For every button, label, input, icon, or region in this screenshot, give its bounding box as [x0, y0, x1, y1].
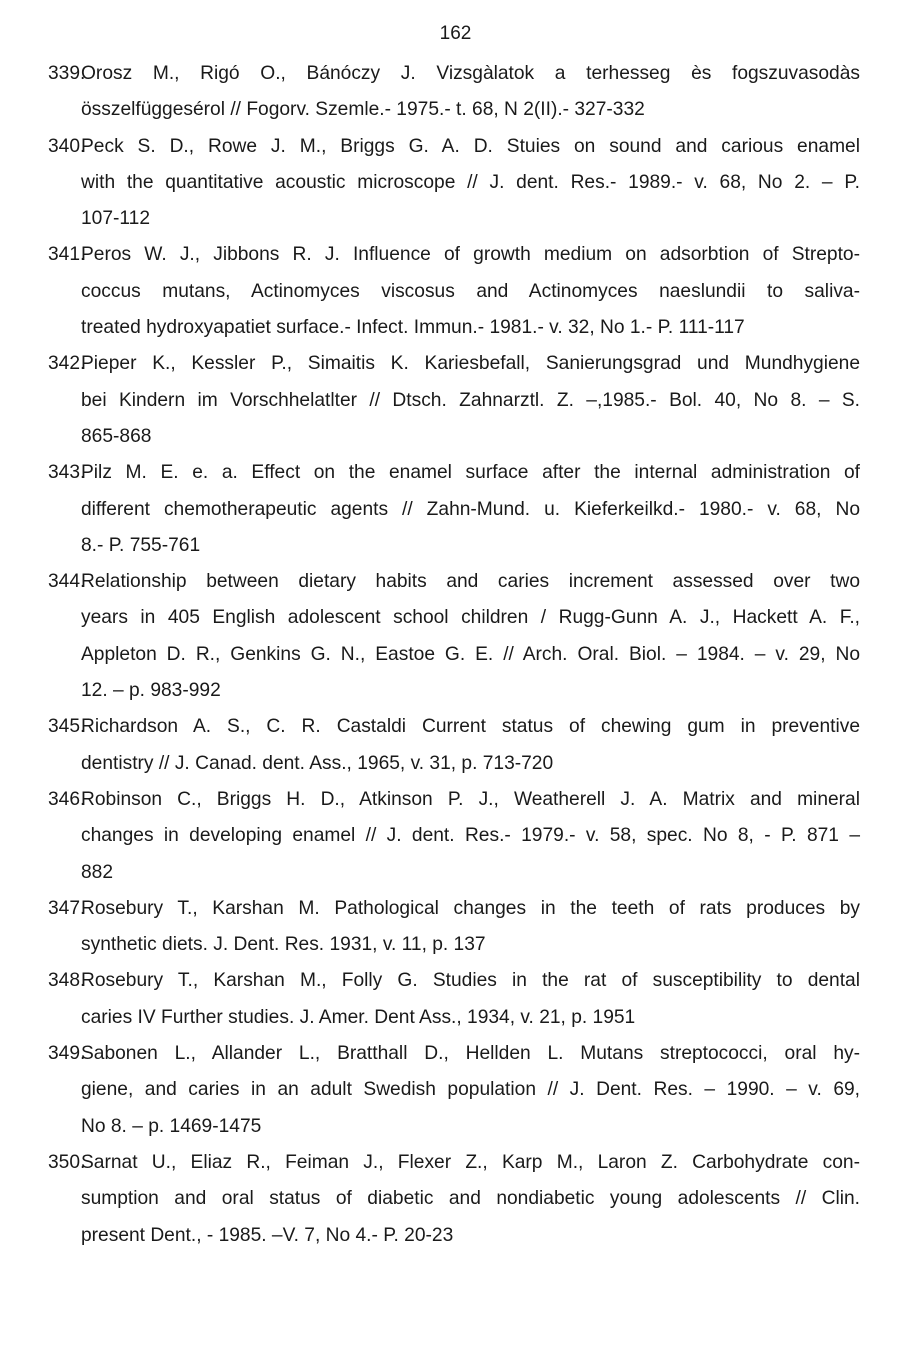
reference-line: 107-112	[81, 208, 150, 230]
reference-text	[81, 1145, 860, 1254]
reference-line: Sabonen L., Allander L., Bratthall D., Hellden L. Mutans streptococci, oral hy-	[81, 1043, 860, 1065]
reference-line: treated hydroxyapatiet surface.- Infect. Immun.- 1981.- v. 32, No 1.- P. 111-117	[81, 317, 745, 339]
reference-text	[81, 346, 860, 455]
reference-number: 347.	[48, 897, 86, 919]
reference-number: 343.	[48, 462, 86, 484]
reference-line: Relationship between dietary habits and caries increment assessed over two	[81, 571, 860, 593]
reference-item	[48, 129, 860, 238]
reference-number: 342.	[48, 353, 86, 375]
reference-line: synthetic diets. J. Dent. Res. 1931, v. 11, p. 137	[81, 934, 486, 956]
reference-line: dentistry // J. Canad. dent. Ass., 1965, v. 31, p. 713-720	[81, 752, 554, 774]
reference-text	[81, 782, 860, 891]
reference-text	[81, 963, 860, 1036]
page-number: 162	[439, 23, 472, 44]
reference-line: 882	[81, 861, 114, 883]
reference-text	[81, 237, 860, 346]
reference-line: Orosz M., Rigó O., Bánóczy J. Vizsgàlatok a terhesseg ès fogszuvasodàs	[81, 63, 860, 84]
reference-line: 8.- P. 755-761	[81, 534, 201, 556]
reference-text	[81, 455, 860, 564]
reference-line: 865-868	[81, 425, 152, 447]
reference-list	[48, 56, 860, 1254]
reference-item	[48, 782, 860, 891]
reference-line: years in 405 English adolescent school children / Rugg-Gunn A. J., Hackett A. F.,	[81, 607, 860, 629]
reference-line: coccus mutans, Actinomyces viscosus and Actinomyces naeslundii to saliva-	[81, 280, 860, 302]
reference-line: Pieper K., Kessler P., Simaitis K. Kariesbefall, Sanierungsgrad und Mundhygiene	[81, 353, 860, 375]
reference-number: 339.	[48, 63, 86, 84]
reference-line: present Dent., - 1985. –V. 7, No 4.- P. 20-23	[81, 1224, 454, 1246]
reference-text	[81, 129, 860, 238]
reference-line: sumption and oral status of diabetic and nondiabetic young adolescents // Clin.	[81, 1188, 860, 1210]
reference-item	[48, 963, 860, 1036]
reference-item	[48, 709, 860, 782]
reference-text	[81, 709, 860, 782]
reference-item	[48, 891, 860, 964]
reference-number: 341.	[48, 244, 86, 266]
reference-line: giene, and caries in an adult Swedish population // J. Dent. Res. – 1990. – v. 69,	[81, 1079, 860, 1101]
reference-line: Rosebury T., Karshan M., Folly G. Studies in the rat of susceptibility to dental	[81, 970, 860, 992]
reference-number: 348.	[48, 970, 86, 992]
reference-number: 350.	[48, 1151, 86, 1173]
reference-item	[48, 56, 860, 129]
reference-line: Appleton D. R., Genkins G. N., Eastoe G. E. // Arch. Oral. Biol. – 1984. – v. 29, No	[81, 643, 860, 665]
reference-number: 349.	[48, 1043, 86, 1065]
reference-text	[81, 1036, 860, 1145]
reference-line: Richardson A. S., C. R. Castaldi Current status of chewing gum in preventive	[81, 716, 860, 738]
reference-number: 340.	[48, 135, 86, 157]
reference-item	[48, 1036, 860, 1145]
reference-number: 344.	[48, 571, 86, 593]
reference-text	[81, 564, 860, 709]
reference-line: Peck S. D., Rowe J. M., Briggs G. A. D. Stuies on sound and carious enamel	[81, 135, 860, 157]
reference-item	[48, 237, 860, 346]
reference-line: összelfüggesérol // Fogorv. Szemle.- 1975.- t. 68, N 2(II).- 327-332	[81, 99, 645, 121]
reference-item	[48, 564, 860, 709]
reference-text	[81, 891, 860, 964]
reference-line: different chemotherapeutic agents // Zahn-Mund. u. Kieferkeilkd.- 1980.- v. 68, No	[81, 498, 860, 520]
reference-item	[48, 346, 860, 455]
reference-line: changes in developing enamel // J. dent. Res.- 1979.- v. 58, spec. No 8, - P. 871 –	[81, 825, 860, 847]
reference-line: No 8. – p. 1469-1475	[81, 1115, 262, 1137]
reference-line: Robinson C., Briggs H. D., Atkinson P. J., Weatherell J. A. Matrix and mineral	[81, 788, 860, 810]
reference-line: bei Kindern im Vorschhelatlter // Dtsch. Zahnarztl. Z. –,1985.- Bol. 40, No 8. – S.	[81, 389, 860, 411]
reference-line: caries IV Further studies. J. Amer. Dent Ass., 1934, v. 21, p. 1951	[81, 1006, 636, 1028]
reference-line: Pilz M. E. e. a. Effect on the enamel surface after the internal administration of	[81, 462, 860, 484]
reference-line: Sarnat U., Eliaz R., Feiman J., Flexer Z., Karp M., Laron Z. Carbohydrate con-	[81, 1151, 860, 1173]
reference-text	[81, 56, 860, 129]
reference-item	[48, 1145, 860, 1254]
reference-line: Peros W. J., Jibbons R. J. Influence of growth medium on adsorbtion of Strepto-	[81, 244, 860, 266]
reference-number: 345.	[48, 716, 86, 738]
reference-line: with the quantitative acoustic microscope // J. dent. Res.- 1989.- v. 68, No 2. – P.	[81, 171, 860, 193]
reference-number: 346.	[48, 788, 86, 810]
reference-line: Rosebury T., Karshan M. Pathological changes in the teeth of rats produces by	[81, 897, 860, 919]
reference-item	[48, 455, 860, 564]
reference-line: 12. – p. 983-992	[81, 680, 221, 702]
